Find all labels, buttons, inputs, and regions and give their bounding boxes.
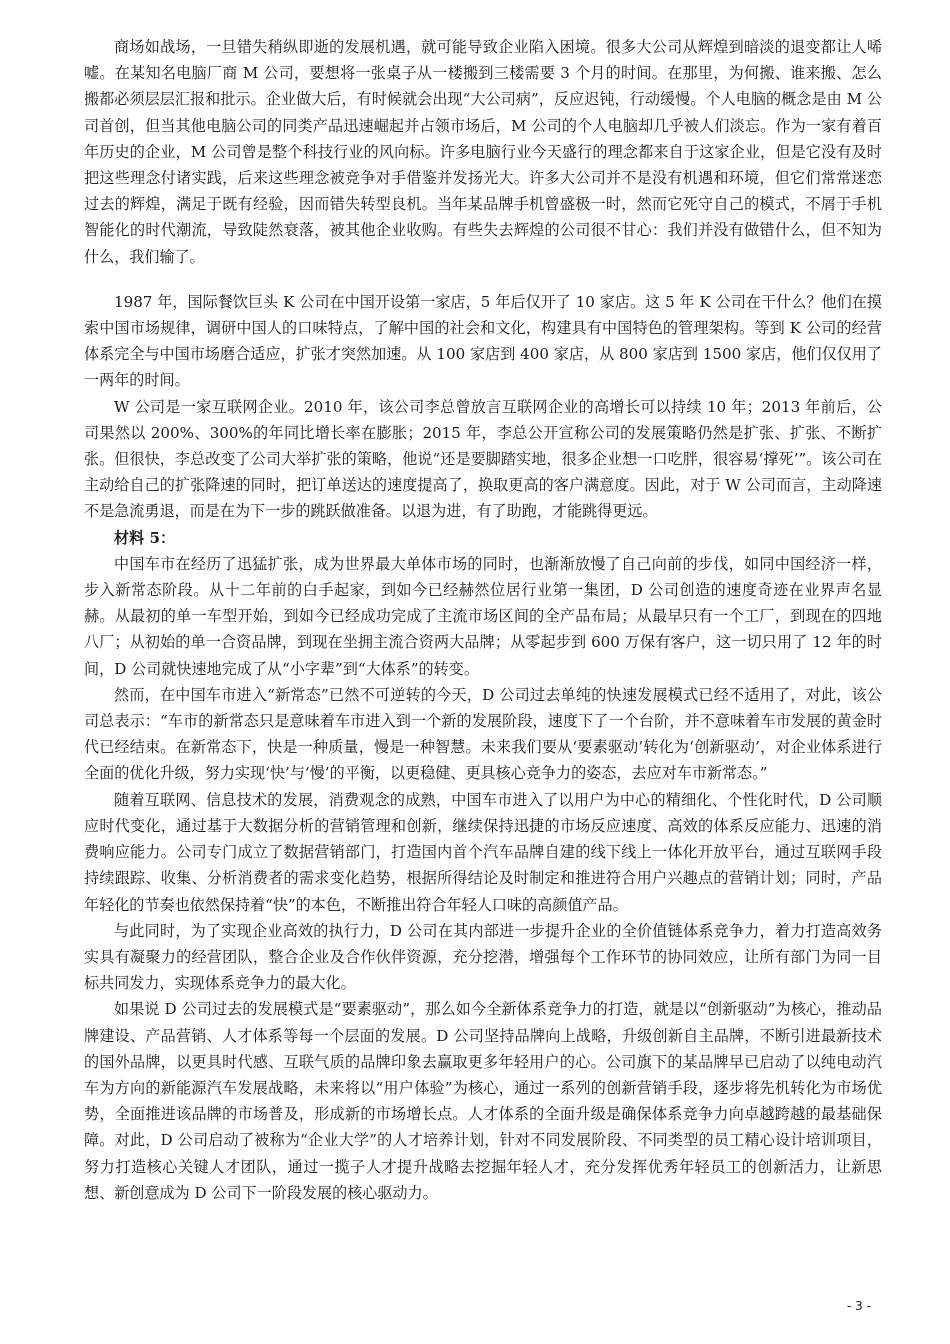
paragraph-internet-era: 随着互联网、信息技术的发展，消费观念的成熟，中国车市进入了以用户为中心的精细化、个性化时代，D 公司顺应时代变化，通过基于大数据分析的营销管理和创新，继续保持迅捷的市场反应速度、高效的体系反应能力、迅速的消费响应能力。公司专门成立了数据营销部门，打造国内首个汽车品牌自建的线下线上一体化开放平台，通过互联网手段持续跟踪、收集、分析消费者的需求变化趋势，根据所得结论及时制定和推进符合用户兴趣点的营销计划；同时，产品年轻化的节奏也依然保持着“快”的本色，不断推出符合年轻人口味的高颜值产品。 — [84, 790, 882, 914]
paragraph-m-company: 商场如战场，一旦错失稍纵即逝的发展机遇，就可能导致企业陷入困境。很多大公司从辉煌到暗淡的退变都让人唏嘘。在某知名电脑厂商 M 公司，要想将一张桌子从一楼搬到三楼需要 3 个月的时间。在那里，为何搬、谁来搬、怎么搬都必须层层汇报和批示。企业做大后，有时候就会出现“大公司病”，反应迟钝，行动缓慢。个人电脑的概念是由 M 公司首创，但当其他电脑公司的同类产品迅速崛起并占领市场后，M 公司的个人电脑却几乎被人们淡忘。作为一家有着百年历史的企业，M 公司曾是整个科技行业的风向标。许多电脑行业今天盛行的理念都来自于这家企业，但是它没有及时把这些理念付诸实践，后来这些理念被竞争对手借鉴并发扬光大。许多大公司并不是没有机遇和环境，但它们常常迷恋过去的辉煌，满足于既有经验，因而错失转型良机。当年某品牌手机曾盛极一时，然而它死守自己的模式，不屑于手机智能化的时代潮流，导致陡然衰落，被其他企业收购。有些失去辉煌的公司很不甘心：我们并没有做错什么，但不知为什么，我们输了。 — [84, 38, 882, 266]
paragraph-new-normal: 然而，在中国车市进入“新常态”已然不可逆转的今天，D 公司过去单纯的快速发展模式已经不适用了，对此，该公司总表示：“车市的新常态只是意味着车市进入到一个新的发展阶段，速度下了一个台阶，并不意味着车市发展的黄金时代已经结束。在新常态下，快是一种质量，慢是一种智慧。未来我们要从‘要素驱动’转化为‘创新驱动’，对企业体系进行全面的优化升级，努力实现‘快’与‘慢’的平衡，以更稳健、更具核心竞争力的姿态，去应对车市新常态。” — [84, 685, 882, 783]
paragraph-k-company: 1987 年，国际餐饮巨头 K 公司在中国开设第一家店，5 年后仅开了 10 家店。这 5 年 K 公司在干什么？他们在摸索中国市场规律，调研中国人的口味特点，了解中国的社会和文化，构建具有中国特色的管理架构。等到 K 公司的经营体系完全与中国市场磨合适应，扩张才突然加速。从 100 家店到 400 家店，从 800 家店到 1500 家店，他们仅仅用了一两年的时间。 — [84, 292, 882, 390]
paragraph-w-company: W 公司是一家互联网企业。2010 年，该公司李总曾放言互联网企业的高增长可以持续 10 年；2013 年前后，公司果然以 200%、300%的年同比增长率在膨胀；2015 年，李总公开宣称公司的发展策略仍然是扩张、扩张、不断扩张。但很快，李总改变了公司大举扩张的策略，他说“还是要脚踏实地，很多企业想一口吃胖，很容易‘撑死’”。该公司在主动给自己的扩张降速的同时，把订单送达的速度提高了，换取更高的客户满意度。因此，对于 W 公司而言，主动降速不是急流勇退，而是在为下一步的跳跃做准备。以退为进，有了助跑，才能跳得更远。 — [84, 397, 882, 521]
paragraph-innovation: 如果说 D 公司过去的发展模式是“要素驱动”，那么如今全新体系竞争力的打造，就是以“创新驱动”为核心，推动品牌建设、产品营销、人才体系等每一个层面的发展。D 公司坚持品牌向上战略，升级创新自主品牌，不断引进最新技术的国外品牌，以更具时代感、互联气质的品牌印象去赢取更多年轻用户的心。公司旗下的某品牌早已启动了以纯电动汽车为方向的新能源汽车发展战略，未来将以“用户体验”为核心，通过一系列的创新营销手段，逐步将先机转化为市场优势，全面推进该品牌的市场普及，形成新的市场增长点。人才体系的全面升级是确保体系竞争力向卓越跨越的最基础保障。对此，D 公司启动了被称为“企业大学”的人才培养计划，针对不同发展阶段、不同类型的员工精心设计培训项目，努力打造核心关键人才团队，通过一揽子人才提升战略去挖掘年轻人才，充分发挥优秀年轻员工的创新活力，让新思想、新创意成为 D 公司下一阶段发展的核心驱动力。 — [84, 1000, 882, 1202]
paragraph-car-market: 中国车市在经历了迅猛扩张，成为世界最大单体市场的同时，也渐渐放慢了自己向前的步伐，如同中国经济一样，步入新常态阶段。从十二年前的白手起家，到如今已经赫然位居行业第一集团，D 公司创造的速度奇迹在业界声名显赫。从最初的单一车型开始，到如今已经成功完成了主流市场区间的全产品布局；从最早只有一个工厂，到现在的四地八厂；从初始的单一合资品牌，到现在坐拥主流合资两大品牌；从零起步到 600 万保有客户，这一切只用了 12 年的时间，D 公司就快速地完成了从“小字辈”到“大体系”的转变。 — [84, 554, 882, 678]
section-title: 材料 5： — [114, 528, 176, 547]
paragraph-execution: 与此同时，为了实现企业高效的执行力，D 公司在其内部进一步提升企业的全价值链体系竞争力，着力打造高效务实具有凝聚力的经营团队，整合企业及合作伙伴资源，充分挖潜，增强每个工作环节的协同效应，让所有部门为同一目标共同发力，实现体系竞争力的最大化。 — [84, 921, 882, 993]
page-number: - 3 - — [847, 1299, 871, 1313]
document-body — [84, 34, 882, 1206]
